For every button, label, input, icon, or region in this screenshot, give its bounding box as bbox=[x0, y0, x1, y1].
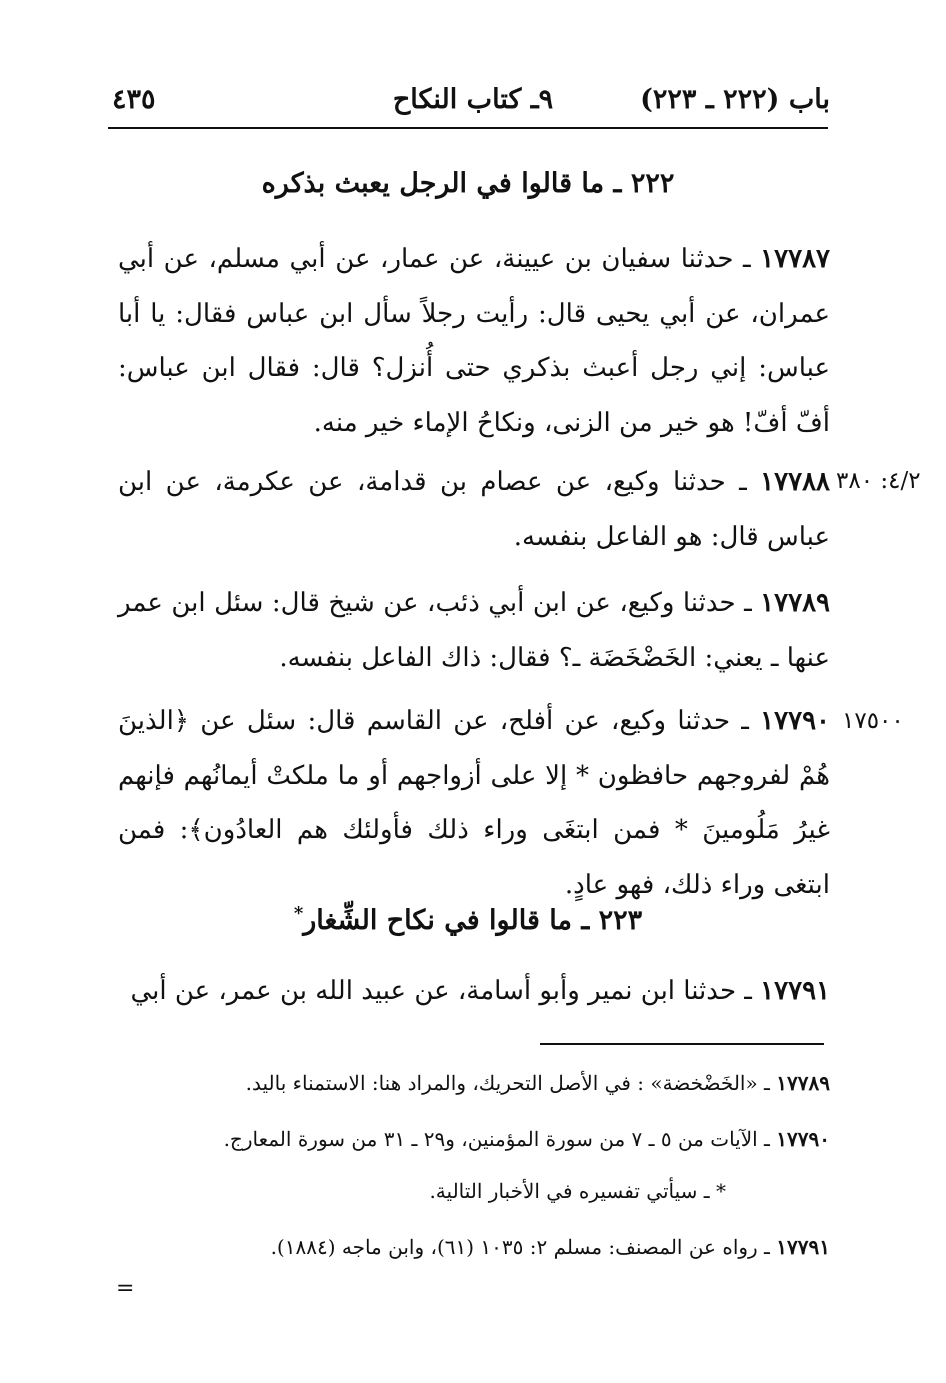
section-heading-223 bbox=[108, 892, 828, 943]
hadith-number: ١٧٧٩١ bbox=[760, 976, 830, 1006]
margin-reference: ١٧٥٠٠ bbox=[842, 708, 904, 734]
margin-reference: ٤/٢: ٣٨٠ bbox=[836, 468, 921, 494]
running-header-book-title: ٩ـ كتاب النكاح bbox=[392, 84, 554, 115]
section-heading-222: ٢٢٢ ـ ما قالوا في الرجل يعبث بذكره bbox=[261, 168, 675, 199]
footnote-text: ـ رواه عن المصنف: مسلم ٢: ١٠٣٥ (٦١)، وابن ماجه (١٨٨٤). bbox=[270, 1235, 777, 1259]
hadith-entry-17788 bbox=[118, 455, 830, 564]
footnote-separator bbox=[540, 1043, 824, 1045]
footnote-number: ١٧٧٨٩ bbox=[776, 1071, 830, 1095]
hadith-number: ١٧٧٩٠ bbox=[760, 706, 830, 736]
hadith-entry-17787 bbox=[118, 232, 830, 450]
footnote-text: ـ «الخَضْخضة» : في الأصل التحريك، والمراد هنا: الاستمناء باليد. bbox=[245, 1071, 777, 1095]
hadith-entry-17791 bbox=[118, 964, 830, 1019]
header-rule bbox=[108, 127, 828, 129]
hadith-number: ١٧٧٨٩ bbox=[760, 588, 830, 618]
footnote-asterisk bbox=[14, 1176, 726, 1206]
footnote-text: ـ الآيات من ٥ ـ ٧ من سورة المؤمنين، و٢٩ ـ ٣١ من سورة المعارج. bbox=[223, 1127, 777, 1151]
hadith-text: ـ حدثنا وكيع، عن ابن أبي ذئب، عن شيخ قال: سئل ابن عمر عنها ـ يعني: الخَضْخَضَة ـ؟ فقال: ذاك الفاعل بنفسه. bbox=[118, 588, 830, 673]
continuation-mark: = bbox=[116, 1276, 135, 1301]
hadith-text: ـ حدثنا وكيع، عن أفلح، عن القاسم قال: سئل عن ﴿الذينَ هُمْ لفروجهم حافظون * إلا على أزواجهم أو ما ملكتْ أيمانُهم فإنهم غيرُ مَلُومينَ * فمن ابتغَى وراء ذلك فأولئك هم العادُون﴾: فمن ابتغى وراء ذلك، فهو عادٍ. bbox=[118, 706, 830, 900]
footnote-number: ١٧٧٩٠ bbox=[776, 1127, 830, 1151]
footnote-number: ١٧٧٩١ bbox=[776, 1235, 830, 1259]
heading-footnote-mark: * bbox=[293, 903, 304, 924]
hadith-entry-17789 bbox=[118, 576, 830, 685]
hadith-number: ١٧٧٨٧ bbox=[760, 244, 830, 274]
hadith-text: ـ حدثنا سفيان بن عيينة، عن عمار، عن أبي مسلم، عن أبي عمران، عن أبي يحيى قال: رأيت رجلاً سأل ابن عباس فقال: يا أبا عباس: إني رجل أعبث بذكري حتى أُنزل؟ قال: فقال ابن عباس: أفّ أفّ! هو خير من الزنى، ونكاحُ الإماء خير منه. bbox=[118, 244, 830, 438]
footnote-17790 bbox=[118, 1124, 830, 1154]
section-heading-text: ٢٢٣ ـ ما قالوا في نكاح الشِّغار bbox=[303, 905, 643, 936]
hadith-text: ـ حدثنا ابن نمير وأبو أسامة، عن عبيد الله بن عمر، عن أبي bbox=[130, 976, 761, 1006]
footnote-17789 bbox=[118, 1068, 830, 1098]
page-number: ٤٣٥ bbox=[112, 84, 156, 115]
footnote-text: * ـ سيأتي تفسيره في الأخبار التالية. bbox=[429, 1179, 726, 1203]
hadith-number: ١٧٧٨٨ bbox=[760, 467, 830, 497]
hadith-text: ـ حدثنا وكيع، عن عصام بن قدامة، عن عكرمة، عن ابن عباس قال: هو الفاعل بنفسه. bbox=[118, 467, 830, 552]
hadith-entry-17790 bbox=[118, 694, 830, 912]
running-header-chapter-range: باب (٢٢٢ ـ ٢٢٣) bbox=[640, 84, 830, 115]
footnote-17791 bbox=[118, 1232, 830, 1262]
